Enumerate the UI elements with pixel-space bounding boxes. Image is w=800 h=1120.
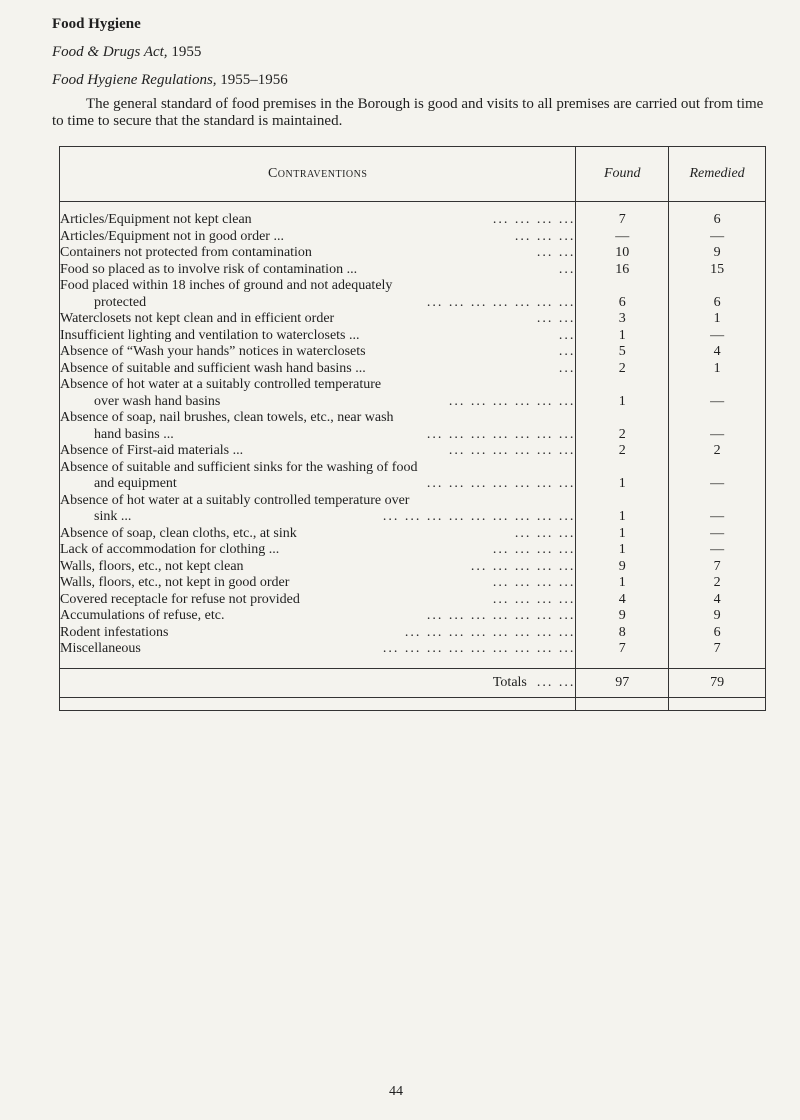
table-row: [60, 559, 766, 576]
table-row: [60, 592, 766, 609]
contravention-label: Absence of “Wash your hands” notices in waterclosets: [60, 344, 366, 359]
leader-dots: ...: [558, 261, 576, 277]
remedied-value: 7: [669, 559, 766, 576]
remedied-value: —: [669, 229, 766, 246]
leader-dots: ... ... ... ... ... ... ...: [426, 294, 576, 310]
remedied-value: 4: [669, 344, 766, 361]
remedied-value: 2: [669, 575, 766, 592]
contravention-label: Walls, floors, etc., not kept clean: [60, 558, 244, 574]
table-row: [60, 608, 766, 625]
remedied-value: —: [669, 542, 766, 559]
page-number: 44: [389, 1084, 403, 1099]
act-year: 1955: [171, 44, 202, 60]
contravention-cell: [60, 608, 576, 625]
remedied-value: 6: [669, 278, 766, 311]
contravention-label: Absence of hot water at a suitably controlled temperature: [60, 377, 382, 392]
total-remedied: 79: [669, 668, 766, 697]
leader-dots: ... ... ... ... ... ... ... ... ...: [382, 509, 576, 524]
contravention-cell: [60, 344, 576, 361]
contravention-cell: [60, 493, 576, 526]
remedied-value: 6: [669, 625, 766, 642]
found-value: 4: [576, 592, 669, 609]
found-value: 7: [576, 641, 669, 658]
remedied-value: 15: [669, 262, 766, 279]
found-value: 3: [576, 311, 669, 328]
remedied-value: —: [669, 410, 766, 443]
remedied-value: 7: [669, 641, 766, 658]
table-row: [60, 625, 766, 642]
table-row: [60, 245, 766, 262]
found-value: 1: [576, 542, 669, 559]
found-value: 1: [576, 526, 669, 543]
contravention-label: Absence of suitable and sufficient wash hand basins ...: [60, 360, 366, 376]
leader-dots: ... ... ... ... ... ... ... ... ...: [382, 641, 576, 656]
leader-dots: ... ... ... ...: [492, 591, 576, 607]
remedied-value: —: [669, 493, 766, 526]
contravention-cell: [60, 625, 576, 642]
contravention-cell: [60, 592, 576, 609]
leader-dots: ... ... ...: [514, 525, 576, 541]
table-row: [60, 262, 766, 279]
remedied-value: —: [669, 526, 766, 543]
found-value: 10: [576, 245, 669, 262]
found-value: 1: [576, 377, 669, 410]
contravention-cell: [60, 559, 576, 576]
leader-dots: ... ... ... ... ... ... ...: [426, 426, 576, 442]
regulations-reference: [52, 72, 288, 89]
found-value: 2: [576, 443, 669, 460]
contravention-label: Food placed within 18 inches of ground and not adequately: [60, 278, 393, 293]
contravention-cell: [60, 229, 576, 246]
found-value: 9: [576, 608, 669, 625]
contravention-label: Accumulations of refuse, etc.: [60, 608, 225, 623]
remedied-value: 1: [669, 361, 766, 378]
table-row: [60, 377, 766, 410]
table-row: [60, 641, 766, 658]
leader-dots: ... ... ... ... ... ... ...: [426, 608, 576, 623]
act-reference: [52, 44, 201, 61]
header-contraventions: Contraventions: [60, 147, 576, 202]
contraventions-table: [59, 146, 766, 711]
remedied-value: —: [669, 328, 766, 345]
leader-dots: ... ... ... ... ... ... ... ...: [404, 624, 576, 640]
contravention-label-continued: over wash hand basins: [94, 393, 221, 409]
found-value: 1: [576, 460, 669, 493]
contravention-label: Absence of soap, nail brushes, clean towels, etc., near wash: [60, 410, 394, 425]
section-heading: Food Hygiene: [52, 16, 141, 32]
contravention-label: Absence of hot water at a suitably controlled temperature over: [60, 492, 410, 508]
table-row: [60, 575, 766, 592]
table-row: [60, 328, 766, 345]
table-row: [60, 344, 766, 361]
contravention-label: Rodent infestations: [60, 624, 169, 640]
table-row: [60, 410, 766, 443]
regulations-year: 1955–1956: [220, 72, 288, 88]
found-value: —: [576, 229, 669, 246]
remedied-value: 9: [669, 245, 766, 262]
contravention-label: Articles/Equipment not in good order ...: [60, 228, 284, 244]
leader-dots: ... ... ... ... ... ... ...: [426, 476, 576, 491]
table-row: [60, 526, 766, 543]
header-remedied: Remedied: [669, 147, 766, 202]
leader-dots: ... ... ... ...: [492, 212, 576, 227]
totals-label-cell: [60, 668, 576, 697]
contravention-label: Insufficient lighting and ventilation to waterclosets ...: [60, 327, 360, 343]
contravention-label-continued: protected: [94, 294, 147, 310]
leader-dots: ... ... ... ...: [492, 542, 576, 557]
contravention-label-continued: sink ...: [94, 509, 132, 524]
table-row: [60, 443, 766, 460]
contravention-label: Containers not protected from contamination: [60, 245, 312, 260]
contravention-label: Walls, floors, etc., not kept in good order: [60, 575, 290, 590]
leader-dots: ... ...: [536, 311, 576, 326]
contravention-cell: [60, 262, 576, 279]
contravention-label: Articles/Equipment not kept clean: [60, 212, 252, 227]
leader-dots: ...: [558, 360, 576, 376]
total-found: 97: [576, 668, 669, 697]
leader-dots: ... ...: [536, 245, 576, 260]
found-value: 6: [576, 278, 669, 311]
contravention-cell: [60, 575, 576, 592]
table-row: [60, 460, 766, 493]
regulations-name: Food Hygiene Regulations,: [52, 72, 217, 88]
contravention-label: Absence of First-aid materials ...: [60, 443, 244, 458]
contravention-cell: [60, 410, 576, 443]
found-value: 7: [576, 212, 669, 229]
contravention-label: Lack of accommodation for clothing ...: [60, 542, 280, 557]
leader-dots: ... ... ... ... ... ...: [448, 443, 576, 458]
contravention-cell: [60, 311, 576, 328]
leader-dots: ... ... ... ...: [492, 575, 576, 590]
leader-dots: ... ... ... ... ... ...: [448, 393, 576, 409]
contravention-cell: [60, 328, 576, 345]
table-row: [60, 229, 766, 246]
contravention-label: Covered receptacle for refuse not provided: [60, 591, 300, 607]
contravention-cell: [60, 460, 576, 493]
contravention-label-continued: and equipment: [94, 476, 177, 491]
contravention-label-continued: hand basins ...: [94, 426, 174, 442]
contravention-cell: [60, 278, 576, 311]
leader-dots: ...: [558, 327, 576, 343]
remedied-value: 1: [669, 311, 766, 328]
header-found: Found: [576, 147, 669, 202]
contravention-cell: [60, 443, 576, 460]
contravention-label: Absence of suitable and sufficient sinks for the washing of food: [60, 459, 418, 475]
table-row: [60, 278, 766, 311]
found-value: 2: [576, 361, 669, 378]
remedied-value: —: [669, 377, 766, 410]
remedied-value: 6: [669, 212, 766, 229]
found-value: 2: [576, 410, 669, 443]
leader-dots: ... ...: [536, 674, 576, 690]
contravention-label: Absence of soap, clean cloths, etc., at sink: [60, 525, 297, 541]
leader-dots: ... ... ... ... ...: [470, 558, 576, 574]
found-value: 16: [576, 262, 669, 279]
remedied-value: 9: [669, 608, 766, 625]
contravention-cell: [60, 361, 576, 378]
table-row: [60, 493, 766, 526]
contravention-label: Miscellaneous: [60, 641, 141, 656]
found-value: 1: [576, 575, 669, 592]
remedied-value: 4: [669, 592, 766, 609]
contravention-label: Waterclosets not kept clean and in efficient order: [60, 311, 335, 326]
contravention-cell: [60, 212, 576, 229]
remedied-value: 2: [669, 443, 766, 460]
act-name: Food & Drugs Act,: [52, 44, 168, 60]
remedied-value: —: [669, 460, 766, 493]
table-row: [60, 361, 766, 378]
found-value: 1: [576, 328, 669, 345]
table-row: [60, 311, 766, 328]
contravention-cell: [60, 377, 576, 410]
found-value: 1: [576, 493, 669, 526]
totals-label: Totals: [492, 674, 527, 690]
totals-row: [60, 668, 766, 697]
contravention-cell: [60, 641, 576, 658]
leader-dots: ...: [558, 344, 576, 359]
contravention-cell: [60, 542, 576, 559]
intro-paragraph: The general standard of food premises in the Borough is good and visits to all premises are carried out from time to time to secure that the standard is maintained.: [52, 96, 764, 129]
table-row: [60, 212, 766, 229]
found-value: 8: [576, 625, 669, 642]
contravention-cell: [60, 526, 576, 543]
leader-dots: ... ... ...: [514, 228, 576, 244]
table-row: [60, 542, 766, 559]
contravention-label: Food so placed as to involve risk of contamination ...: [60, 261, 358, 277]
contravention-cell: [60, 245, 576, 262]
found-value: 5: [576, 344, 669, 361]
found-value: 9: [576, 559, 669, 576]
